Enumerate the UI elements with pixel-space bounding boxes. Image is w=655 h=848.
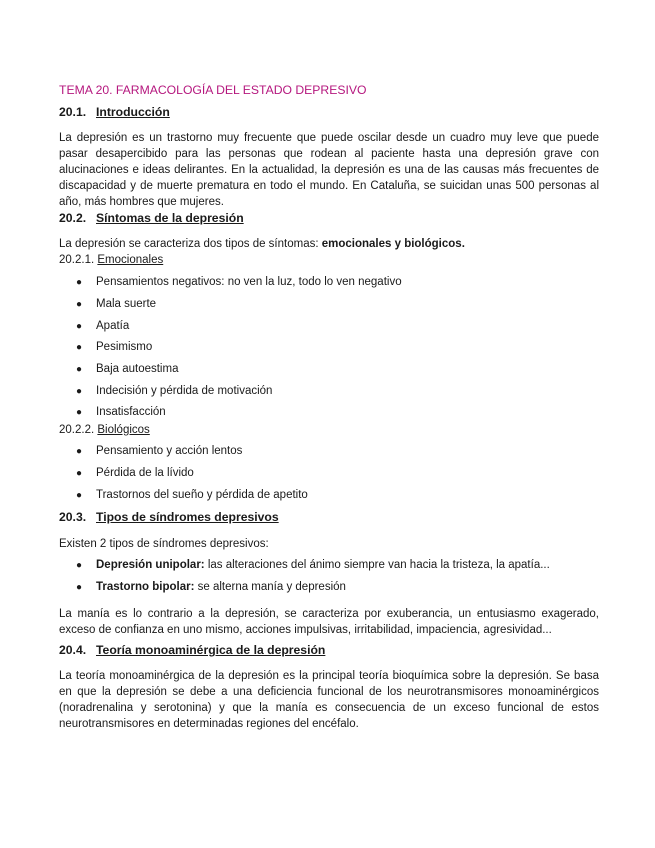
paragraph-tipos-intro: Existen 2 tipos de síndromes depresivos: [59, 538, 269, 550]
bullet-icon: ● [76, 407, 83, 418]
paragraph-mania: La manía es lo contrario a la depresión, se caracteriza por exuberancia, un entusiasmo exagerado, exceso de confianza en uno mismo, acciones impulsivas, irritabilidad, impaciencia, agresividad... [59, 608, 599, 636]
section-title: Síntomas de la depresión [96, 211, 244, 225]
section-title: Introducción [96, 105, 170, 119]
list-item-text: se alterna manía y depresión [194, 581, 346, 593]
bullet-icon: ● [76, 446, 83, 457]
bullet-icon: ● [76, 560, 83, 571]
list-item-text: Apatía [96, 320, 130, 332]
list-item [76, 276, 402, 288]
section-title: Teoría monoaminérgica de la depresión [96, 643, 326, 657]
section-title: Tipos de síndromes depresivos [96, 510, 279, 524]
section-number: 20.4. [59, 643, 87, 657]
list-item [76, 445, 242, 457]
list-item-text: Pesimismo [96, 341, 153, 353]
list-item-text: Pensamiento y acción lentos [96, 445, 243, 457]
list-item-text: Indecisión y pérdida de motivación [96, 385, 273, 397]
list-item-text: las alteraciones del ánimo siempre van hacia la tristeza, la apatía... [204, 559, 550, 571]
paragraph-sintomas-intro [59, 236, 599, 252]
subsection-number: 20.2.2. [59, 424, 95, 436]
section-number: 20.2. [59, 211, 87, 225]
list-item [76, 320, 129, 332]
list-item [76, 489, 308, 501]
list-item [76, 341, 152, 353]
section-heading-introduccion [59, 105, 170, 119]
list-item [76, 559, 550, 571]
list-item [76, 298, 156, 310]
list-item [76, 467, 194, 479]
section-number: 20.3. [59, 510, 87, 524]
list-item [76, 385, 272, 397]
bullet-icon: ● [76, 321, 83, 332]
list-item-text: Trastornos del sueño y pérdida de apetito [96, 489, 308, 501]
list-item-text: Mala suerte [96, 298, 157, 310]
list-item-bold: Trastorno bipolar: [96, 581, 195, 593]
section-heading-sintomas [59, 211, 244, 225]
subsection-title: Emocionales [97, 254, 164, 266]
list-item-text: Insatisfacción [96, 406, 166, 418]
section-heading-teoria [59, 643, 325, 657]
bullet-icon: ● [76, 490, 83, 501]
subsection-heading-emocionales [59, 254, 163, 266]
bullet-icon: ● [76, 468, 83, 479]
bullet-icon: ● [76, 386, 83, 397]
paragraph-teoria: La teoría monoaminérgica de la depresión es la principal teoría bioquímica sobre la depresión. Se basa en que la depresión se debe a una deficiencia funcional de los neurotransmisores monoaminérgicos (noradrenalina y serotonina) y que la manía es consecuencia de un exceso funcional de estos neurotransmisores en determinadas regiones del encéfalo. [59, 670, 599, 730]
bullet-icon: ● [76, 342, 83, 353]
bullet-icon: ● [76, 582, 83, 593]
bullet-icon: ● [76, 299, 83, 310]
paragraph-introduccion: La depresión es un trastorno muy frecuente que puede oscilar desde un cuadro muy leve que puede pasar desapercibido para las personas que rodean al paciente hasta una depresión grave con alucinaciones e ideas delirantes. En la actualidad, la depresión es una de las causas más frecuentes de discapacidad y de muerte prematura en todo el mundo. En Cataluña, se suicidan unas 500 personas al año, más hombres que mujeres. [59, 132, 599, 208]
list-item-text: Pensamientos negativos: no ven la luz, todo lo ven negativo [96, 276, 402, 288]
subsection-number: 20.2.1. [59, 254, 95, 266]
subsection-title: Biológicos [97, 424, 150, 436]
list-item-text: Baja autoestima [96, 363, 179, 375]
list-item-bold: Depresión unipolar: [96, 559, 205, 571]
section-number: 20.1. [59, 105, 87, 119]
intro-text: La depresión se caracteriza dos tipos de síntomas: [59, 238, 322, 250]
list-item [76, 363, 178, 375]
bullet-icon: ● [76, 364, 83, 375]
section-heading-tipos [59, 510, 279, 524]
list-item [76, 406, 166, 418]
bullet-icon: ● [76, 277, 83, 288]
page-title: TEMA 20. FARMACOLOGÍA DEL ESTADO DEPRESIVO [59, 83, 367, 97]
subsection-heading-biologicos [59, 424, 150, 436]
intro-bold-text: emocionales y biológicos. [321, 238, 465, 250]
list-item [76, 581, 346, 593]
list-item-text: Pérdida de la lívido [96, 467, 194, 479]
